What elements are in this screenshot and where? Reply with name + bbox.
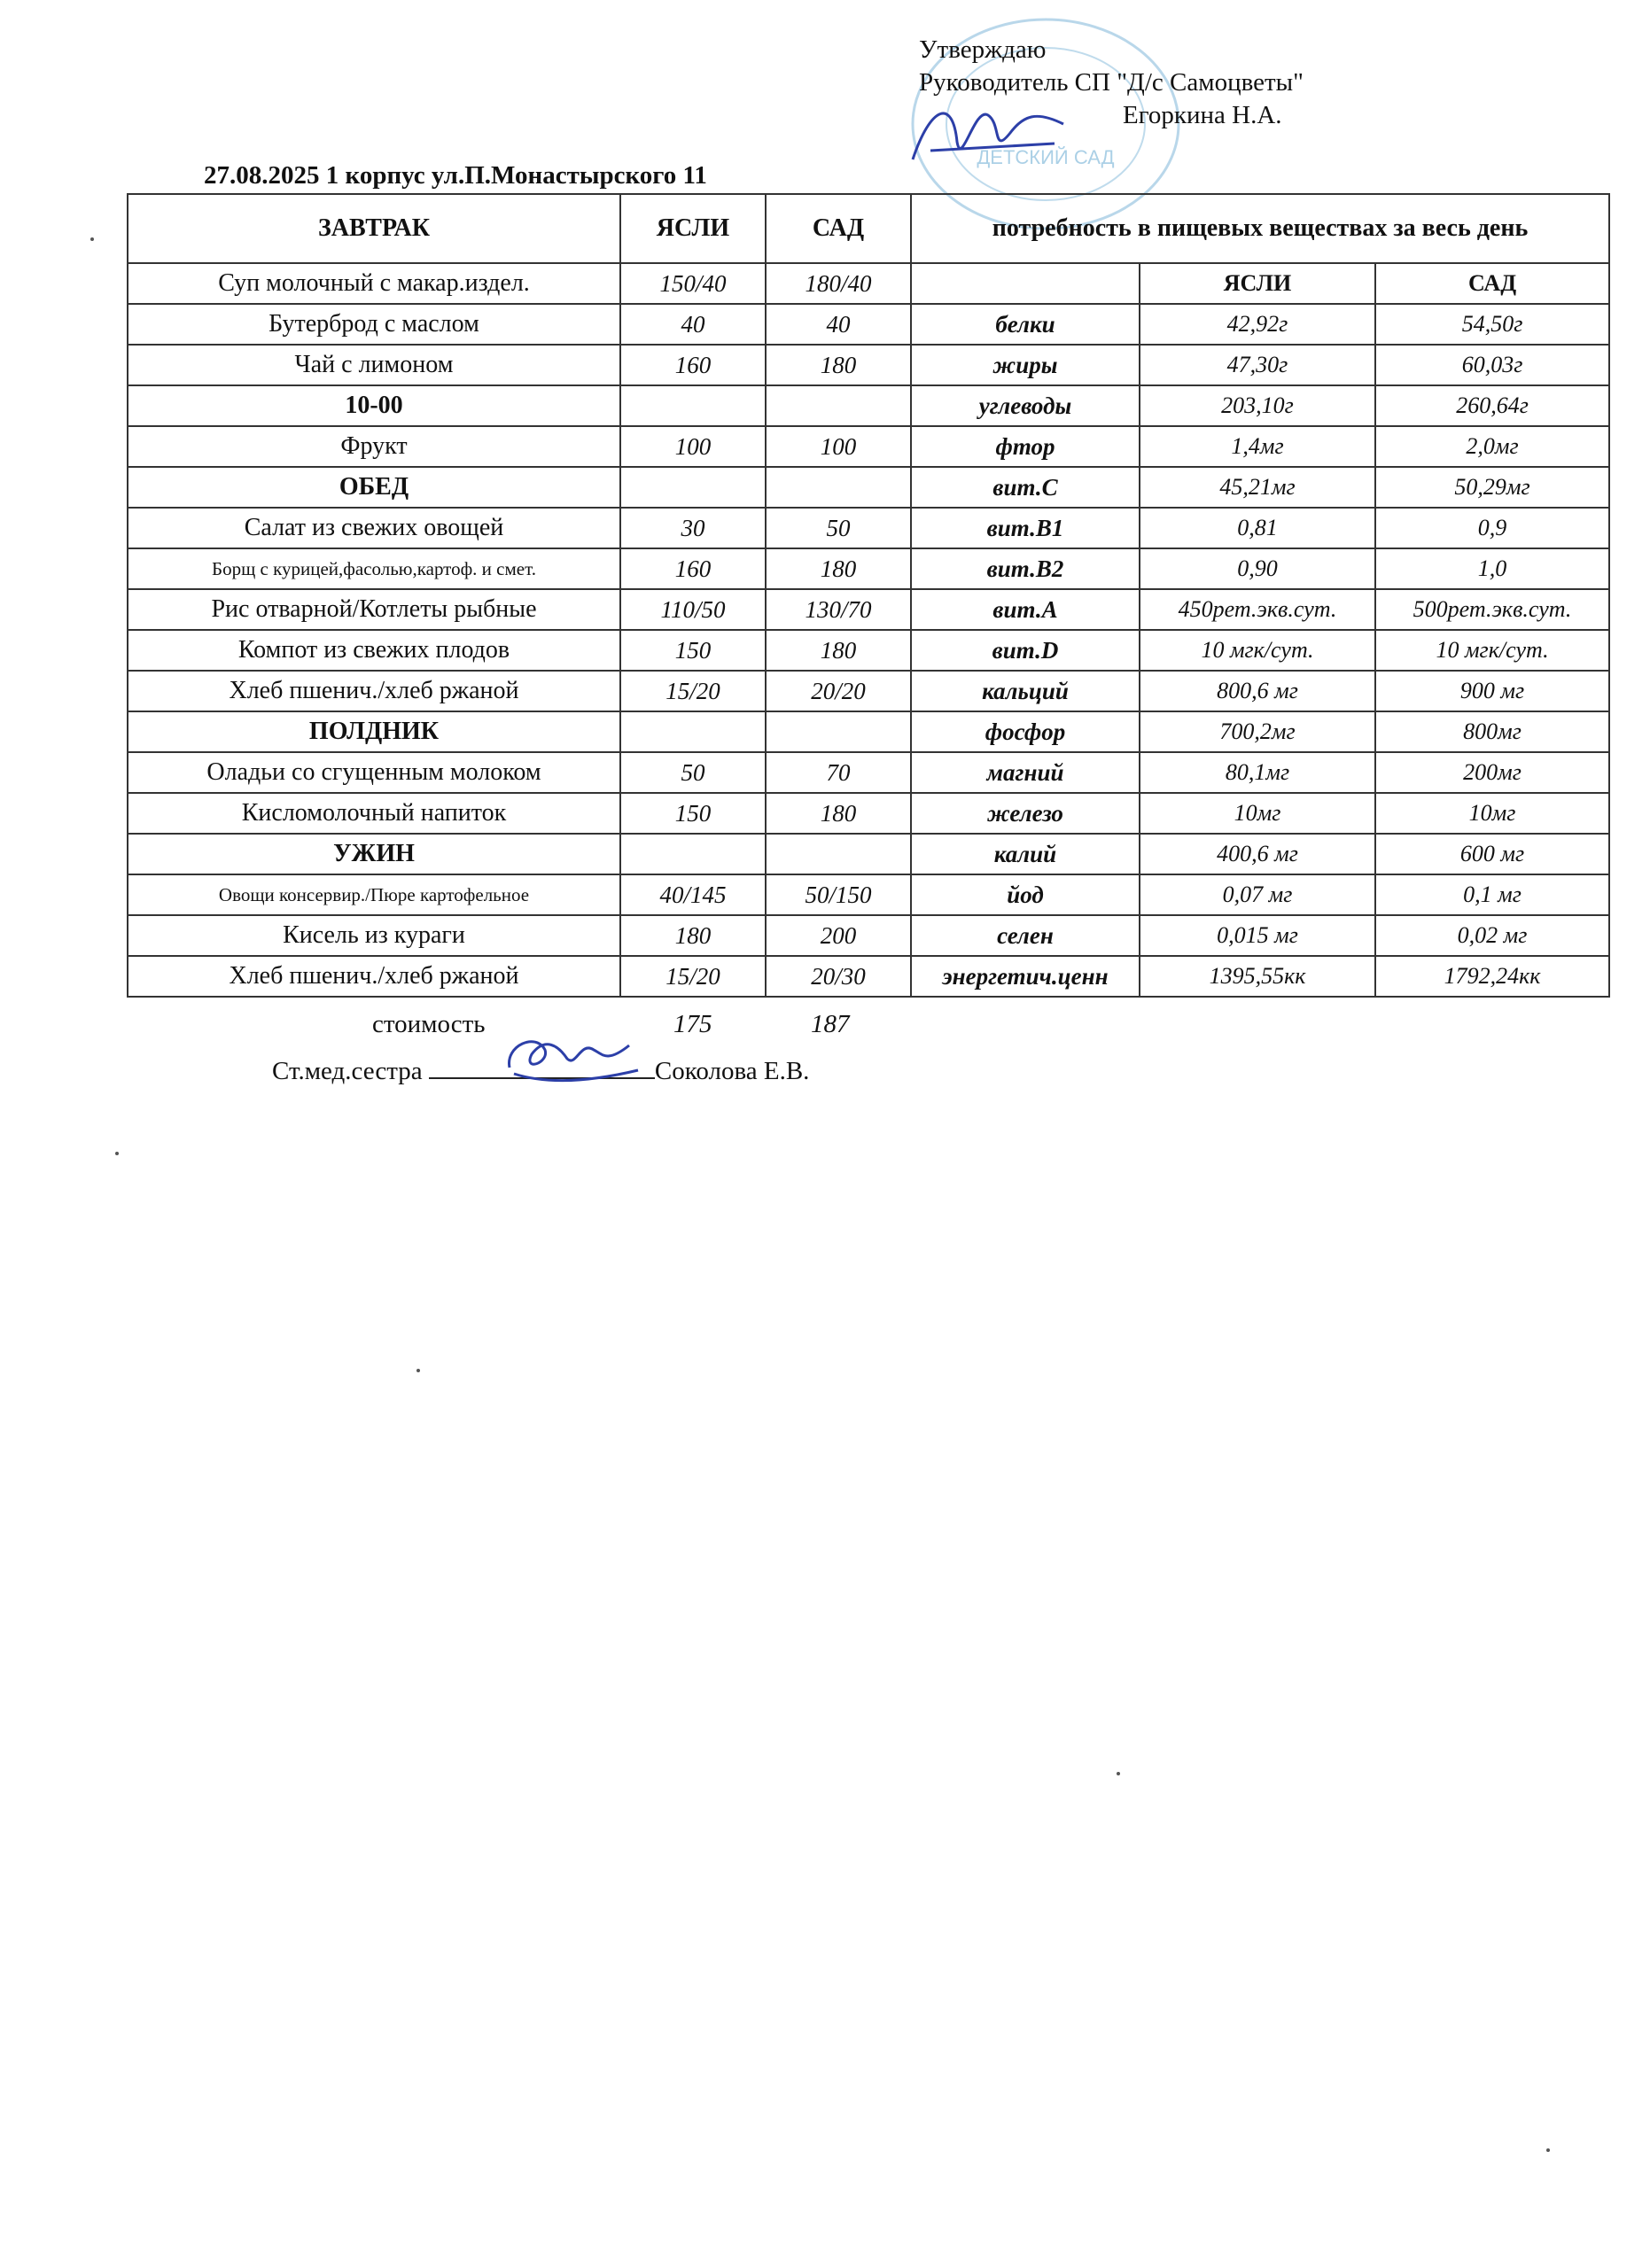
nurse-role: Ст.мед.сестра	[272, 1057, 423, 1085]
nutrient-name: калий	[911, 834, 1140, 874]
nutrient-sad-value: 2,0мг	[1375, 426, 1609, 467]
dish-name: Суп молочный с макар.издел.	[128, 263, 620, 304]
dish-name: Овощи консервир./Пюре картофельное	[128, 874, 620, 915]
table-row	[128, 630, 1609, 671]
header-needs: потребность в пищевых веществах за весь день	[911, 194, 1609, 263]
yasli-portion: 15/20	[620, 671, 766, 711]
table-row	[128, 304, 1609, 345]
dish-name: Рис отварной/Котлеты рыбные	[128, 589, 620, 630]
yasli-portion	[620, 711, 766, 752]
dish-name: Фрукт	[128, 426, 620, 467]
table-row	[128, 874, 1609, 915]
nutrient-yasli-value: 45,21мг	[1140, 467, 1375, 508]
nutrient-yasli-value: 0,90	[1140, 548, 1375, 589]
table-row	[128, 711, 1609, 752]
scan-speck	[115, 1152, 119, 1155]
sad-portion: 130/70	[766, 589, 911, 630]
yasli-portion: 150/40	[620, 263, 766, 304]
meal-section-label: ПОЛДНИК	[128, 711, 620, 752]
nurse-name: Соколова Е.В.	[654, 1057, 810, 1085]
sad-portion	[766, 385, 911, 426]
nutrient-yasli-value: 0,015 мг	[1140, 915, 1375, 956]
table-row	[128, 671, 1609, 711]
nutrient-name: вит.С	[911, 467, 1140, 508]
yasli-portion: 30	[620, 508, 766, 548]
meal-section-label: ОБЕД	[128, 467, 620, 508]
nutrient-sad-value: 800мг	[1375, 711, 1609, 752]
dish-name: Борщ с курицей,фасолью,картоф. и смет.	[128, 548, 620, 589]
table-row	[128, 793, 1609, 834]
nutrient-sad-value: 500рет.экв.сут.	[1375, 589, 1609, 630]
dish-name: Салат из свежих овощей	[128, 508, 620, 548]
cost-label: стоимость	[372, 1010, 486, 1038]
sad-portion	[766, 711, 911, 752]
nutrient-yasli-value: 1395,55кк	[1140, 956, 1375, 997]
yasli-portion: 50	[620, 752, 766, 793]
dish-name: Оладьи со сгущенным молоком	[128, 752, 620, 793]
yasli-portion: 150	[620, 630, 766, 671]
nutrient-sad-value: 0,1 мг	[1375, 874, 1609, 915]
sad-portion: 100	[766, 426, 911, 467]
nutrient-sad-value: 60,03г	[1375, 345, 1609, 385]
nutrient-name: магний	[911, 752, 1140, 793]
nutrient-sad-value: 1,0	[1375, 548, 1609, 589]
sad-portion: 180	[766, 345, 911, 385]
yasli-portion: 150	[620, 793, 766, 834]
meal-section-label: 10-00	[128, 385, 620, 426]
nutrient-name: железо	[911, 793, 1140, 834]
sad-portion	[766, 834, 911, 874]
table-row	[128, 915, 1609, 956]
nutrient-name: кальций	[911, 671, 1140, 711]
nutrient-sad-value: 54,50г	[1375, 304, 1609, 345]
nutrient-name: йод	[911, 874, 1140, 915]
approval-heading: Утверждаю	[919, 35, 1047, 64]
table-row	[128, 263, 1609, 304]
yasli-portion: 40/145	[620, 874, 766, 915]
yasli-portion: 160	[620, 345, 766, 385]
nutrient-name: жиры	[911, 345, 1140, 385]
scan-speck	[1546, 2148, 1550, 2152]
nutrient-sad-value: 200мг	[1375, 752, 1609, 793]
yasli-portion: 110/50	[620, 589, 766, 630]
yasli-portion	[620, 834, 766, 874]
nutrient-name: вит.А	[911, 589, 1140, 630]
cost-sad: 187	[811, 1010, 850, 1038]
svg-text:ДЕТСКИЙ САД: ДЕТСКИЙ САД	[977, 146, 1115, 168]
scan-speck	[90, 237, 94, 241]
nutrient-name: вит.В2	[911, 548, 1140, 589]
dish-name: Бутерброд с маслом	[128, 304, 620, 345]
director-signature	[904, 89, 1072, 177]
needs-header-yasli: ЯСЛИ	[1140, 263, 1375, 304]
nutrient-name: фосфор	[911, 711, 1140, 752]
nutrient-yasli-value: 10 мгк/сут.	[1140, 630, 1375, 671]
nutrient-sad-value: 0,02 мг	[1375, 915, 1609, 956]
nutrient-yasli-value: 47,30г	[1140, 345, 1375, 385]
approval-position: Руководитель СП "Д/с Самоцветы"	[919, 68, 1304, 97]
table-header-row	[128, 194, 1609, 263]
yasli-portion	[620, 467, 766, 508]
nutrient-yasli-value: 450рет.экв.сут.	[1140, 589, 1375, 630]
nutrient-yasli-value: 400,6 мг	[1140, 834, 1375, 874]
sad-portion: 50/150	[766, 874, 911, 915]
table-row	[128, 467, 1609, 508]
table-row	[128, 345, 1609, 385]
nutrient-name	[911, 263, 1140, 304]
menu-table	[127, 193, 1610, 998]
yasli-portion: 40	[620, 304, 766, 345]
nutrient-sad-value: 600 мг	[1375, 834, 1609, 874]
table-row	[128, 385, 1609, 426]
sad-portion: 180	[766, 793, 911, 834]
document-title: 27.08.2025 1 корпус ул.П.Монастырского 11	[204, 161, 707, 190]
table-row	[128, 426, 1609, 467]
sad-portion: 200	[766, 915, 911, 956]
nutrient-name: вит.D	[911, 630, 1140, 671]
nutrient-sad-value: 10мг	[1375, 793, 1609, 834]
nutrient-sad-value: 0,9	[1375, 508, 1609, 548]
nutrient-sad-value: 1792,24кк	[1375, 956, 1609, 997]
approval-name: Егоркина Н.А.	[1123, 101, 1282, 129]
sad-portion: 40	[766, 304, 911, 345]
nutrient-name: вит.В1	[911, 508, 1140, 548]
dish-name: Компот из свежих плодов	[128, 630, 620, 671]
needs-header-sad: САД	[1375, 263, 1609, 304]
nutrient-name: энергетич.ценн	[911, 956, 1140, 997]
dish-name: Хлеб пшенич./хлеб ржаной	[128, 671, 620, 711]
nutrient-yasli-value: 203,10г	[1140, 385, 1375, 426]
sad-portion: 70	[766, 752, 911, 793]
nutrient-yasli-value: 80,1мг	[1140, 752, 1375, 793]
table-row	[128, 589, 1609, 630]
scan-speck	[1117, 1772, 1120, 1775]
dish-name: Чай с лимоном	[128, 345, 620, 385]
nutrient-sad-value: 50,29мг	[1375, 467, 1609, 508]
nutrient-yasli-value: 10мг	[1140, 793, 1375, 834]
cost-yasli: 175	[673, 1010, 712, 1038]
yasli-portion: 160	[620, 548, 766, 589]
table-row	[128, 548, 1609, 589]
nutrient-yasli-value: 0,07 мг	[1140, 874, 1375, 915]
nurse-signature	[496, 1019, 647, 1090]
nutrient-yasli-value: 700,2мг	[1140, 711, 1375, 752]
sad-portion	[766, 467, 911, 508]
table-row	[128, 956, 1609, 997]
dish-name: Кисломолочный напиток	[128, 793, 620, 834]
sad-portion: 20/30	[766, 956, 911, 997]
dish-name: Хлеб пшенич./хлеб ржаной	[128, 956, 620, 997]
nutrient-yasli-value: 0,81	[1140, 508, 1375, 548]
header-yasli: ЯСЛИ	[620, 194, 766, 263]
nutrient-sad-value: 900 мг	[1375, 671, 1609, 711]
nutrient-yasli-value: 1,4мг	[1140, 426, 1375, 467]
nutrient-sad-value: 260,64г	[1375, 385, 1609, 426]
table-row	[128, 752, 1609, 793]
dish-name: Кисель из кураги	[128, 915, 620, 956]
nutrient-name: фтор	[911, 426, 1140, 467]
table-row	[128, 834, 1609, 874]
yasli-portion	[620, 385, 766, 426]
sad-portion: 180	[766, 630, 911, 671]
header-meal: ЗАВТРАК	[128, 194, 620, 263]
sad-portion: 180	[766, 548, 911, 589]
yasli-portion: 15/20	[620, 956, 766, 997]
sad-portion: 180/40	[766, 263, 911, 304]
nutrient-sad-value: 10 мгк/сут.	[1375, 630, 1609, 671]
nutrient-name: углеводы	[911, 385, 1140, 426]
nutrient-name: белки	[911, 304, 1140, 345]
nutrient-name: селен	[911, 915, 1140, 956]
nutrient-yasli-value: 800,6 мг	[1140, 671, 1375, 711]
header-sad: САД	[766, 194, 911, 263]
sad-portion: 20/20	[766, 671, 911, 711]
meal-section-label: УЖИН	[128, 834, 620, 874]
scan-speck	[416, 1369, 420, 1372]
yasli-portion: 180	[620, 915, 766, 956]
sad-portion: 50	[766, 508, 911, 548]
table-row	[128, 508, 1609, 548]
yasli-portion: 100	[620, 426, 766, 467]
nutrient-yasli-value: 42,92г	[1140, 304, 1375, 345]
